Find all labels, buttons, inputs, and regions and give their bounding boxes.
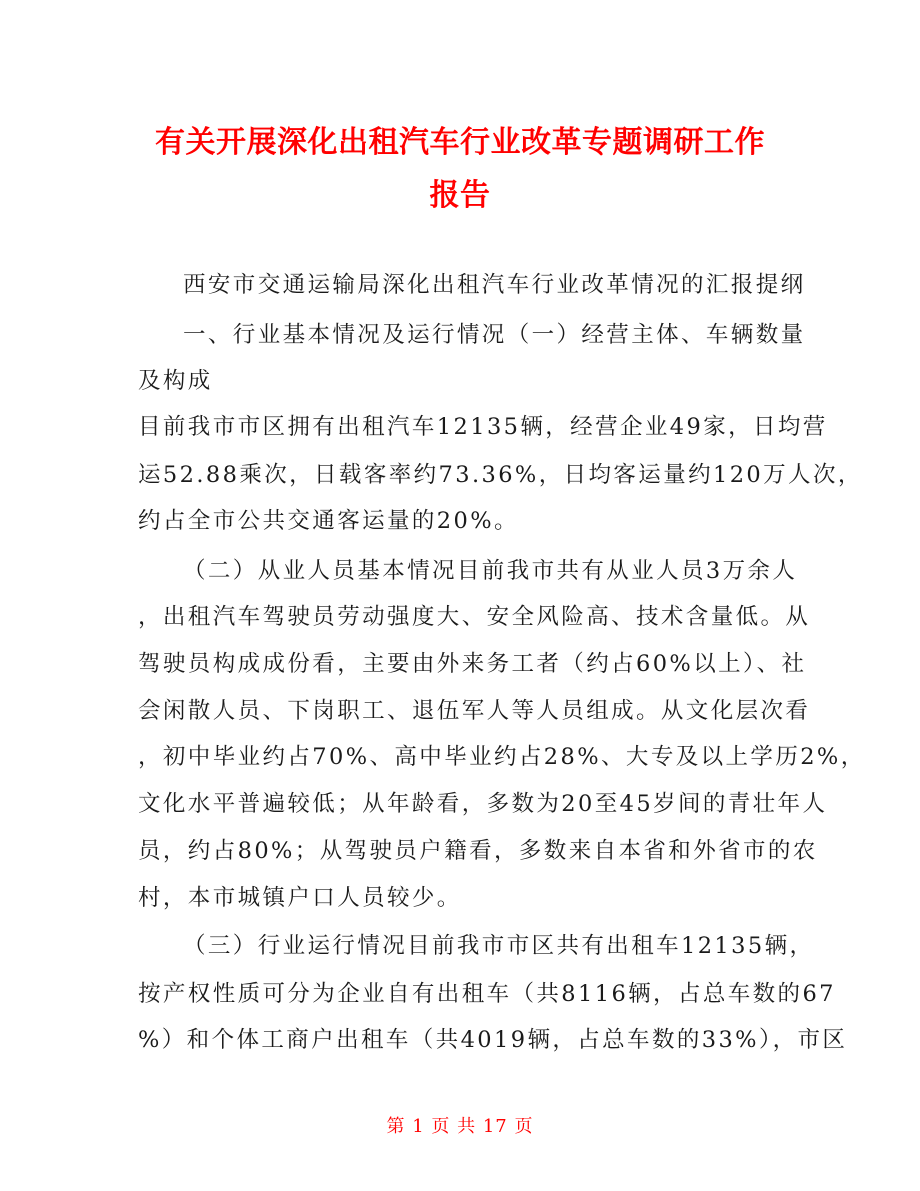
paragraph-line: 文化水平普遍较低；从年龄看，多数为20至45岁间的青壮年人 — [138, 791, 828, 817]
paragraph-line: %）和个体工商户出租车（共4019辆，占总车数的33%），市区 — [138, 1027, 848, 1053]
paragraph-line: 驾驶员构成成份看，主要由外来务工者（约占60%以上）、社 — [138, 651, 807, 677]
paragraph-line: 一、行业基本情况及运行情况（一）经营主体、车辆数量 — [183, 322, 806, 348]
paragraph-line: 按产权性质可分为企业自有出租车（共8116辆，占总车数的67 — [138, 981, 836, 1007]
paragraph-line: 会闲散人员、下岗职工、退伍军人等人员组成。从文化层次看 — [138, 698, 811, 724]
paragraph-line: （三）行业运行情况目前我市市区共有出租车12135辆， — [183, 933, 815, 959]
paragraph-line: （二）从业人员基本情况目前我市共有从业人员3万余人 — [183, 558, 798, 584]
paragraph-line: 运52.88乘次，日载客率约73.36%，日均客运量约120万人次， — [138, 462, 863, 488]
paragraph-line: 及构成 — [138, 368, 213, 394]
paragraph-line: 西安市交通运输局深化出租汽车行业改革情况的汇报提纲 — [183, 272, 806, 298]
paragraph-line: 目前我市市区拥有出租汽车12135辆，经营企业49家，日均营 — [138, 414, 828, 440]
paragraph-line: 村，本市城镇户口人员较少。 — [138, 885, 462, 911]
document-title-line-2: 报告 — [429, 178, 491, 213]
paragraph-line: ，初中毕业约占70%、高中毕业约占28%、大专及以上学历2%， — [138, 744, 866, 770]
paragraph-line: 约占全市公共交通客运量的20%。 — [138, 508, 519, 534]
paragraph-line: 员，约占80%；从驾驶员户籍看，多数来自本省和外省市的农 — [138, 838, 818, 864]
document-title-line-1: 有关开展深化出租汽车行业改革专题调研工作 — [155, 125, 765, 160]
paragraph-line: ，出租汽车驾驶员劳动强度大、安全风险高、技术含量低。从 — [138, 604, 811, 630]
page-number-footer: 第 1 页 共 17 页 — [386, 1116, 534, 1137]
